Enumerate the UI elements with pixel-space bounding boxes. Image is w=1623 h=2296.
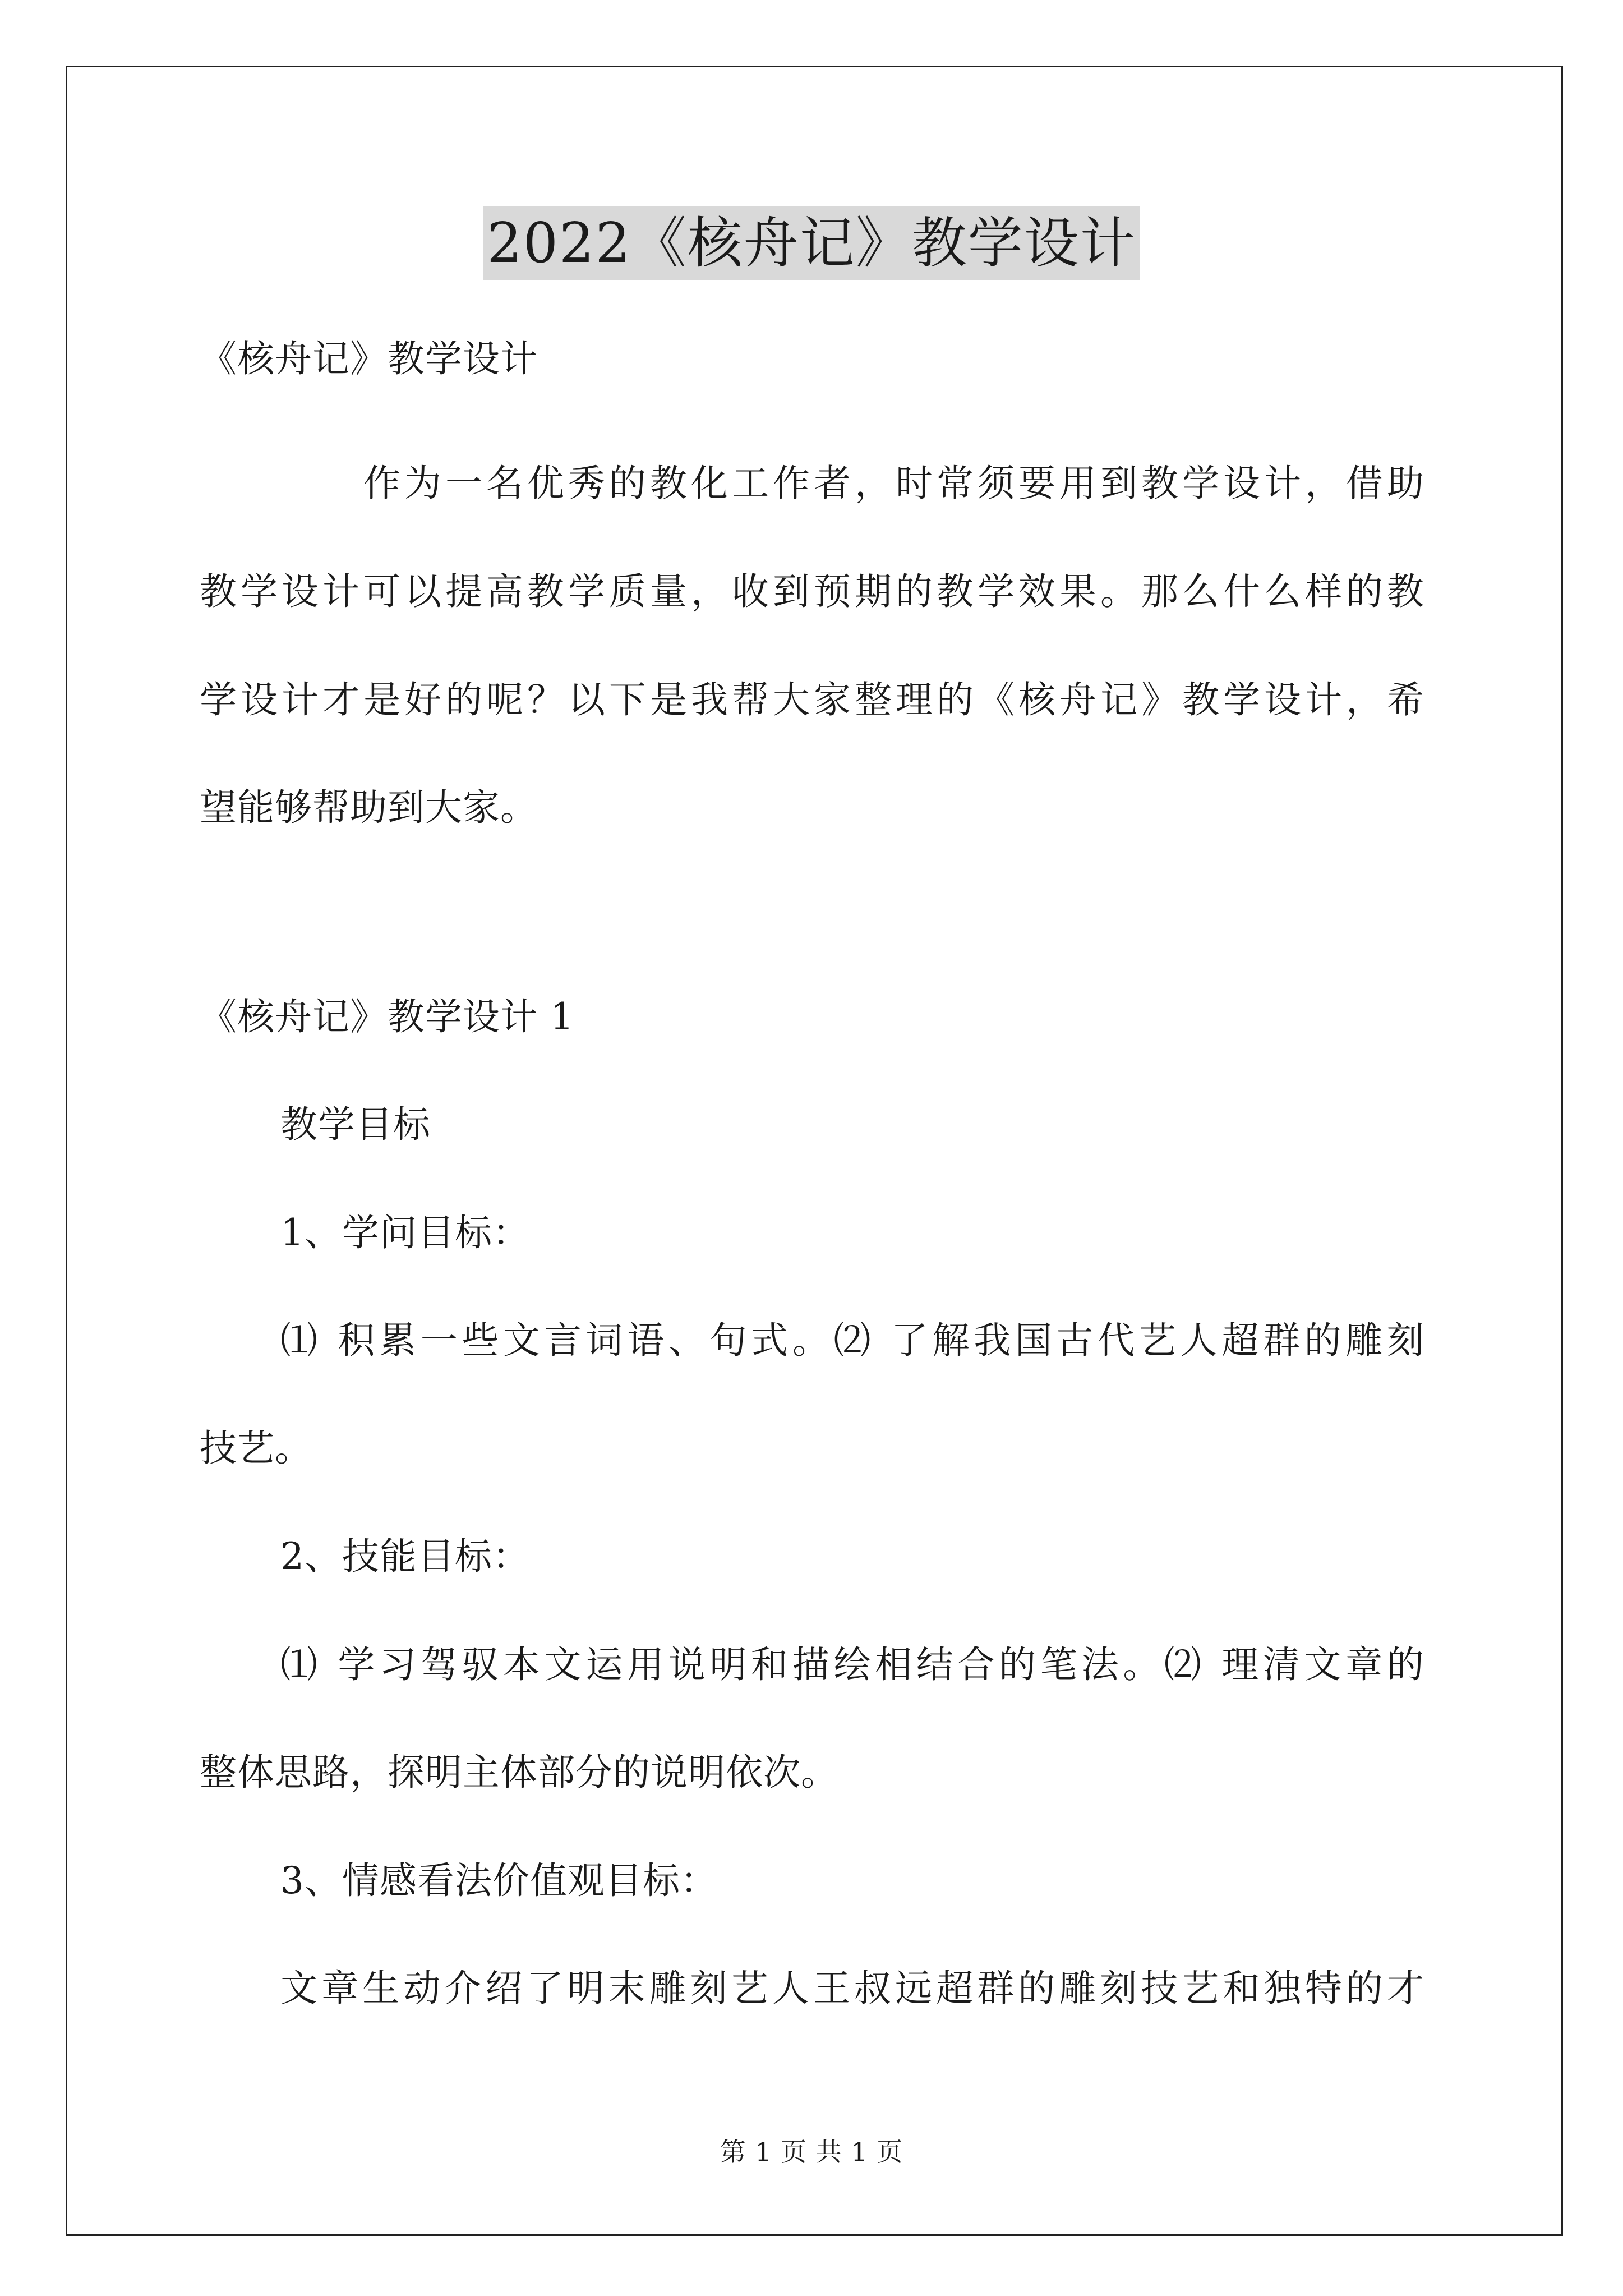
- document-title: 2022《核舟记》教学设计: [483, 206, 1139, 280]
- section-heading-intro: 《核舟记》教学设计: [200, 337, 538, 380]
- title-container: [0, 206, 1623, 280]
- list-item-heading: 2、技能目标：: [280, 1535, 530, 1578]
- paragraph-line: 学设计才是好的呢？以下是我帮大家整理的《核舟记》教学设计，希: [200, 678, 1424, 721]
- list-item-heading: 3、情感看法价值观目标：: [280, 1859, 718, 1902]
- section-heading-1: 《核舟记》教学设计 1: [200, 995, 574, 1038]
- paragraph-line: 文章生动介绍了明末雕刻艺人王叔远超群的雕刻技艺和独特的才: [280, 1967, 1424, 2010]
- paragraph-line: ⑴ 积累一些文言词语、句式。⑵ 了解我国古代艺人超群的雕刻: [280, 1319, 1424, 1362]
- paragraph-line: 望能够帮助到大家。: [200, 786, 538, 829]
- paragraph-line: 作为一名优秀的教化工作者，时常须要用到教学设计，借助: [363, 462, 1424, 505]
- paragraph-line: 技艺。: [200, 1427, 312, 1470]
- subheading-teaching-goals: 教学目标: [280, 1103, 431, 1146]
- paragraph-line: 整体思路，探明主体部分的说明依次。: [200, 1751, 838, 1794]
- paragraph-line: ⑴ 学习驾驭本文运用说明和描绘相结合的笔法。⑵ 理清文章的: [280, 1643, 1424, 1686]
- page-border: [66, 66, 1563, 2236]
- paragraph-line: 教学设计可以提高教学质量，收到预期的教学效果。那么什么样的教: [200, 570, 1424, 613]
- list-item-heading: 1、学问目标：: [280, 1211, 530, 1254]
- page-footer: 第 1 页 共 1 页: [720, 2137, 903, 2167]
